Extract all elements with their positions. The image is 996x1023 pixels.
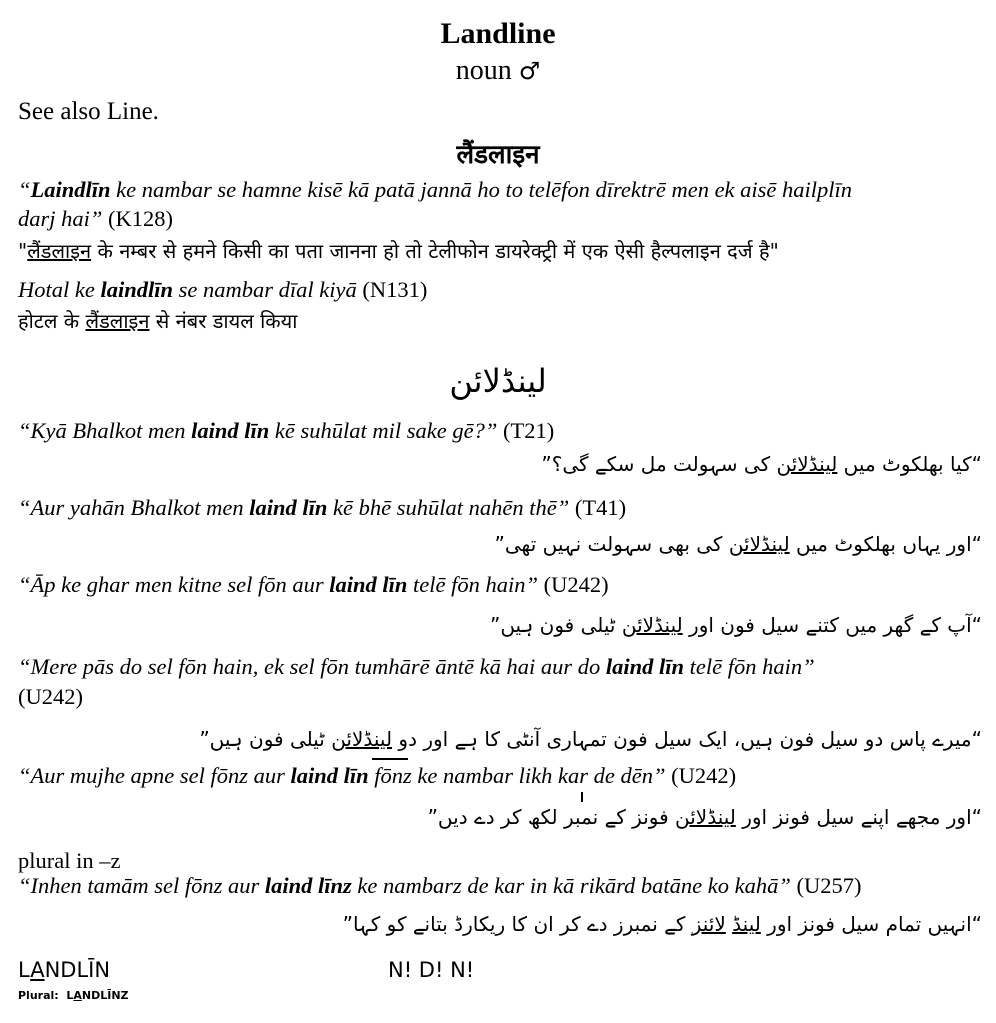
example-text: “انہیں تمام سیل فونز اور	[760, 912, 982, 936]
example-text: “Mere pās do sel fōn hain, ek sel fōn tumhārē āntē kā hai aur do	[18, 654, 606, 679]
example-text: kē suhūlat mil sake gē?”	[269, 418, 498, 443]
example-text: “Kyā Bhalkot men	[18, 418, 192, 443]
hindi-example-1-transliteration-line2	[18, 206, 173, 232]
source-ref: (T21)	[497, 418, 555, 443]
example-text: kē bhē suhūlat nahēn thē”	[327, 495, 570, 520]
example-text: होटल के	[18, 309, 86, 333]
see-also-note: See also Line.	[18, 98, 159, 125]
hindi-example-1-script	[18, 237, 779, 264]
urdu-example-4-transliteration	[18, 654, 815, 680]
example-text: से नंबर डायल किया	[149, 309, 298, 333]
plural-example-script	[343, 912, 982, 936]
urdu-heading: لینڈلائن	[449, 362, 547, 400]
keyword-underlined: لائنز	[691, 912, 726, 936]
keyword-underlined: لینڈلائن	[621, 613, 683, 637]
source-ref: (U242)	[18, 684, 83, 709]
source-ref: (U242)	[538, 572, 609, 597]
example-text: fōnz ke nambar likh kar de dēn”	[368, 763, 666, 788]
urdu-example-3-transliteration	[18, 572, 609, 598]
urdu-example-5-script	[428, 805, 982, 829]
plural-note: plural in –z	[18, 848, 121, 873]
plural-example-transliteration	[18, 873, 862, 899]
example-text: “اور یہاں بھلکوٹ میں	[789, 532, 982, 556]
letter: NDLĪN	[44, 958, 111, 982]
urdu-example-5-transliteration	[18, 763, 736, 789]
keyword: laind līn	[290, 763, 369, 788]
example-text: ٹیلی فون ہیں”	[489, 613, 622, 637]
hindi-example-1-transliteration	[18, 177, 852, 203]
footer-headword	[18, 958, 110, 982]
example-text: “کیا بھلکوٹ میں	[837, 452, 982, 476]
keyword-underlined: لینڈلائن	[331, 727, 393, 751]
letter: NDLĪNZ	[81, 989, 129, 1002]
urdu-example-2-script	[494, 532, 982, 556]
example-text: “Āp ke ghar men kitne sel fōn aur	[18, 572, 330, 597]
example-text: کی سہولت مل سکے گی؟”	[541, 452, 777, 476]
letter-underlined: A	[73, 989, 82, 1002]
source-ref: (U242)	[665, 763, 737, 788]
letter: L	[66, 989, 74, 1002]
hindi-heading: लैंडलाइन	[456, 140, 540, 170]
source-ref: (K128)	[102, 206, 174, 231]
example-text: के नम्बर से हमने किसी का पता जानना हो तो टेलीफोन डायरेक्ट्री में एक ऐसी हैल्पलाइन दर्ज है"	[91, 239, 779, 263]
example-text: “Inhen tamām sel fōnz aur	[18, 873, 265, 898]
quote-open: “	[18, 177, 31, 202]
keyword-underlined: لینڈلائن	[675, 805, 736, 829]
example-text: “Aur yahān Bhalkot men	[18, 495, 250, 520]
tick-mark	[581, 792, 583, 802]
source-ref: (T41)	[569, 495, 627, 520]
keyword: laind līn	[191, 418, 270, 443]
example-text: ٹیلی فون ہیں”	[199, 727, 332, 751]
example-text: “میرے پاس دو سیل فون ہیں، ایک سیل فون تمہاری آنٹی کا ہے اور دو	[392, 727, 982, 751]
urdu-example-2-transliteration	[18, 495, 626, 521]
example-text: se nambar dīal kiyā	[173, 277, 357, 302]
part-of-speech	[0, 55, 996, 87]
example-text: darj hai”	[18, 206, 103, 231]
example-text: ke nambarz de kar in kā rikārd batāne ko kahā”	[351, 873, 791, 898]
overline-mark	[372, 758, 408, 760]
keyword-underlined: लैंडलाइन	[85, 309, 150, 333]
keyword: laind līn	[329, 572, 408, 597]
example-text: Hotal ke	[18, 277, 101, 302]
hindi-example-2-script	[18, 307, 297, 334]
keyword: Laindlīn	[30, 177, 111, 202]
source-ref: (N131)	[356, 277, 428, 302]
example-text: “اور مجھے اپنے سیل فونز اور	[735, 805, 982, 829]
keyword: laind līn	[249, 495, 328, 520]
example-text: “آپ کے گھر میں کتنے سیل فون اور	[682, 613, 982, 637]
keyword-underlined: لینڈلائن	[728, 532, 790, 556]
example-text: کے نمبرز دے کر ان کا ریکارڈ بتانے کو کہا”	[342, 912, 692, 936]
letter: L	[18, 958, 31, 982]
keyword-underlined: लैंडलाइन	[27, 239, 92, 263]
keyword: laind līnz	[264, 873, 352, 898]
keyword: laind līn	[605, 654, 685, 679]
urdu-example-3-script	[490, 613, 982, 637]
urdu-example-4-script	[199, 727, 982, 751]
example-text: کی بھی سہولت نہیں تھی”	[494, 532, 729, 556]
source-ref: (U257)	[790, 873, 862, 898]
urdu-example-1-transliteration	[18, 418, 554, 444]
example-text: telē fōn hain”	[407, 572, 538, 597]
hindi-example-2-transliteration	[18, 277, 427, 303]
keyword: laindlīn	[100, 277, 174, 302]
male-gender-icon: ♂	[518, 57, 541, 85]
keyword-underlined: لینڈلائن	[776, 452, 838, 476]
plural-label: Plural:	[18, 989, 67, 1002]
grammar-tags: N! D! N!	[388, 958, 475, 982]
example-text: ke nambar se hamne kisē kā patā jannā ho to telēfon dīrektrē men ek aisē hailplīn	[110, 177, 853, 202]
quote-open: "	[18, 239, 28, 263]
example-text: “Aur mujhe apne sel fōnz aur	[18, 763, 291, 788]
footer-plural	[18, 989, 129, 1002]
pos-label: noun	[455, 55, 512, 86]
example-text: telē fōn hain”	[684, 654, 815, 679]
letter-underlined: A	[30, 958, 45, 982]
example-text: فونز کے نمبر لکھ کر دے دیں”	[427, 805, 676, 829]
keyword-underlined: لینڈ	[732, 912, 761, 936]
headword: Landline	[440, 17, 556, 50]
urdu-example-1-script	[541, 452, 982, 476]
